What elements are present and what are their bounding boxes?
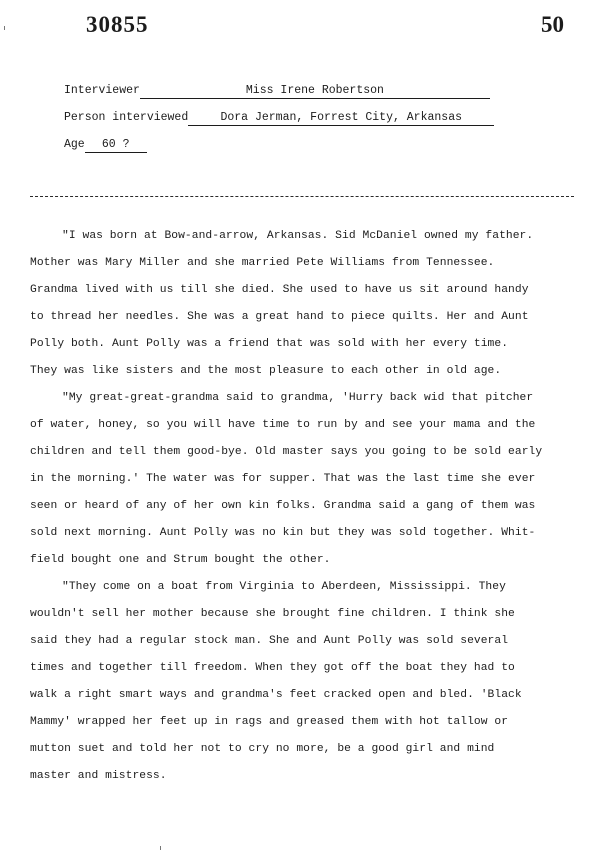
page-number: 50 xyxy=(541,12,564,37)
body-line: "They come on a boat from Virginia to Aberdeen, Mississippi. They xyxy=(62,581,506,593)
body-line: sold next morning. Aunt Polly was no kin but they was sold together. Whit- xyxy=(30,527,536,539)
interviewer-row xyxy=(64,84,490,99)
body-line: Mother was Mary Miller and she married Pete Williams from Tennessee. xyxy=(30,257,495,269)
dashed-separator xyxy=(30,196,574,197)
body-line: Polly both. Aunt Polly was a friend that was sold with her every time. xyxy=(30,338,509,350)
interviewer-value: Miss Irene Robertson xyxy=(140,84,490,99)
age-label: Age xyxy=(64,138,85,151)
body-line: in the morning.' The water was for supper. That was the last time she ever xyxy=(30,473,536,485)
age-row xyxy=(64,138,147,153)
body-line: "My great-great-grandma said to grandma, 'Hurry back wid that pitcher xyxy=(62,392,534,404)
body-line: field bought one and Strum bought the other. xyxy=(30,554,331,566)
body-line: to thread her needles. She was a great hand to piece quilts. Her and Aunt xyxy=(30,311,529,323)
body-line: said they had a regular stock man. She and Aunt Polly was sold several xyxy=(30,635,509,647)
scan-artifact xyxy=(4,26,5,30)
body-line: children and tell them good-bye. Old master says you going to be sold early xyxy=(30,446,543,458)
age-value: 60 ? xyxy=(85,138,147,153)
body-line: master and mistress. xyxy=(30,770,167,782)
body-line: Grandma lived with us till she died. She used to have us sit around handy xyxy=(30,284,529,296)
scan-artifact xyxy=(160,846,161,850)
body-line: of water, honey, so you will have time to run by and see your mama and the xyxy=(30,419,536,431)
interviewer-label: Interviewer xyxy=(64,84,140,97)
person-interviewed-label: Person interviewed xyxy=(64,111,189,124)
body-line: seen or heard of any of her own kin folks. Grandma said a gang of them was xyxy=(30,500,536,512)
body-line: Mammy' wrapped her feet up in rags and greased them with hot tallow or xyxy=(30,716,509,728)
body-line: walk a right smart ways and grandma's feet cracked open and bled. 'Black xyxy=(30,689,522,701)
body-line: mutton suet and told her not to cry no more, be a good girl and mind xyxy=(30,743,495,755)
body-line: times and together till freedom. When they got off the boat they had to xyxy=(30,662,515,674)
person-interviewed-value: Dora Jerman, Forrest City, Arkansas xyxy=(188,111,494,126)
person-interviewed-row xyxy=(64,111,494,126)
document-id-number: 30855 xyxy=(86,12,149,37)
body-line: wouldn't sell her mother because she brought fine children. I think she xyxy=(30,608,515,620)
body-line: They was like sisters and the most pleasure to each other in old age. xyxy=(30,365,502,377)
body-line: "I was born at Bow-and-arrow, Arkansas. Sid McDaniel owned my father. xyxy=(62,230,534,242)
